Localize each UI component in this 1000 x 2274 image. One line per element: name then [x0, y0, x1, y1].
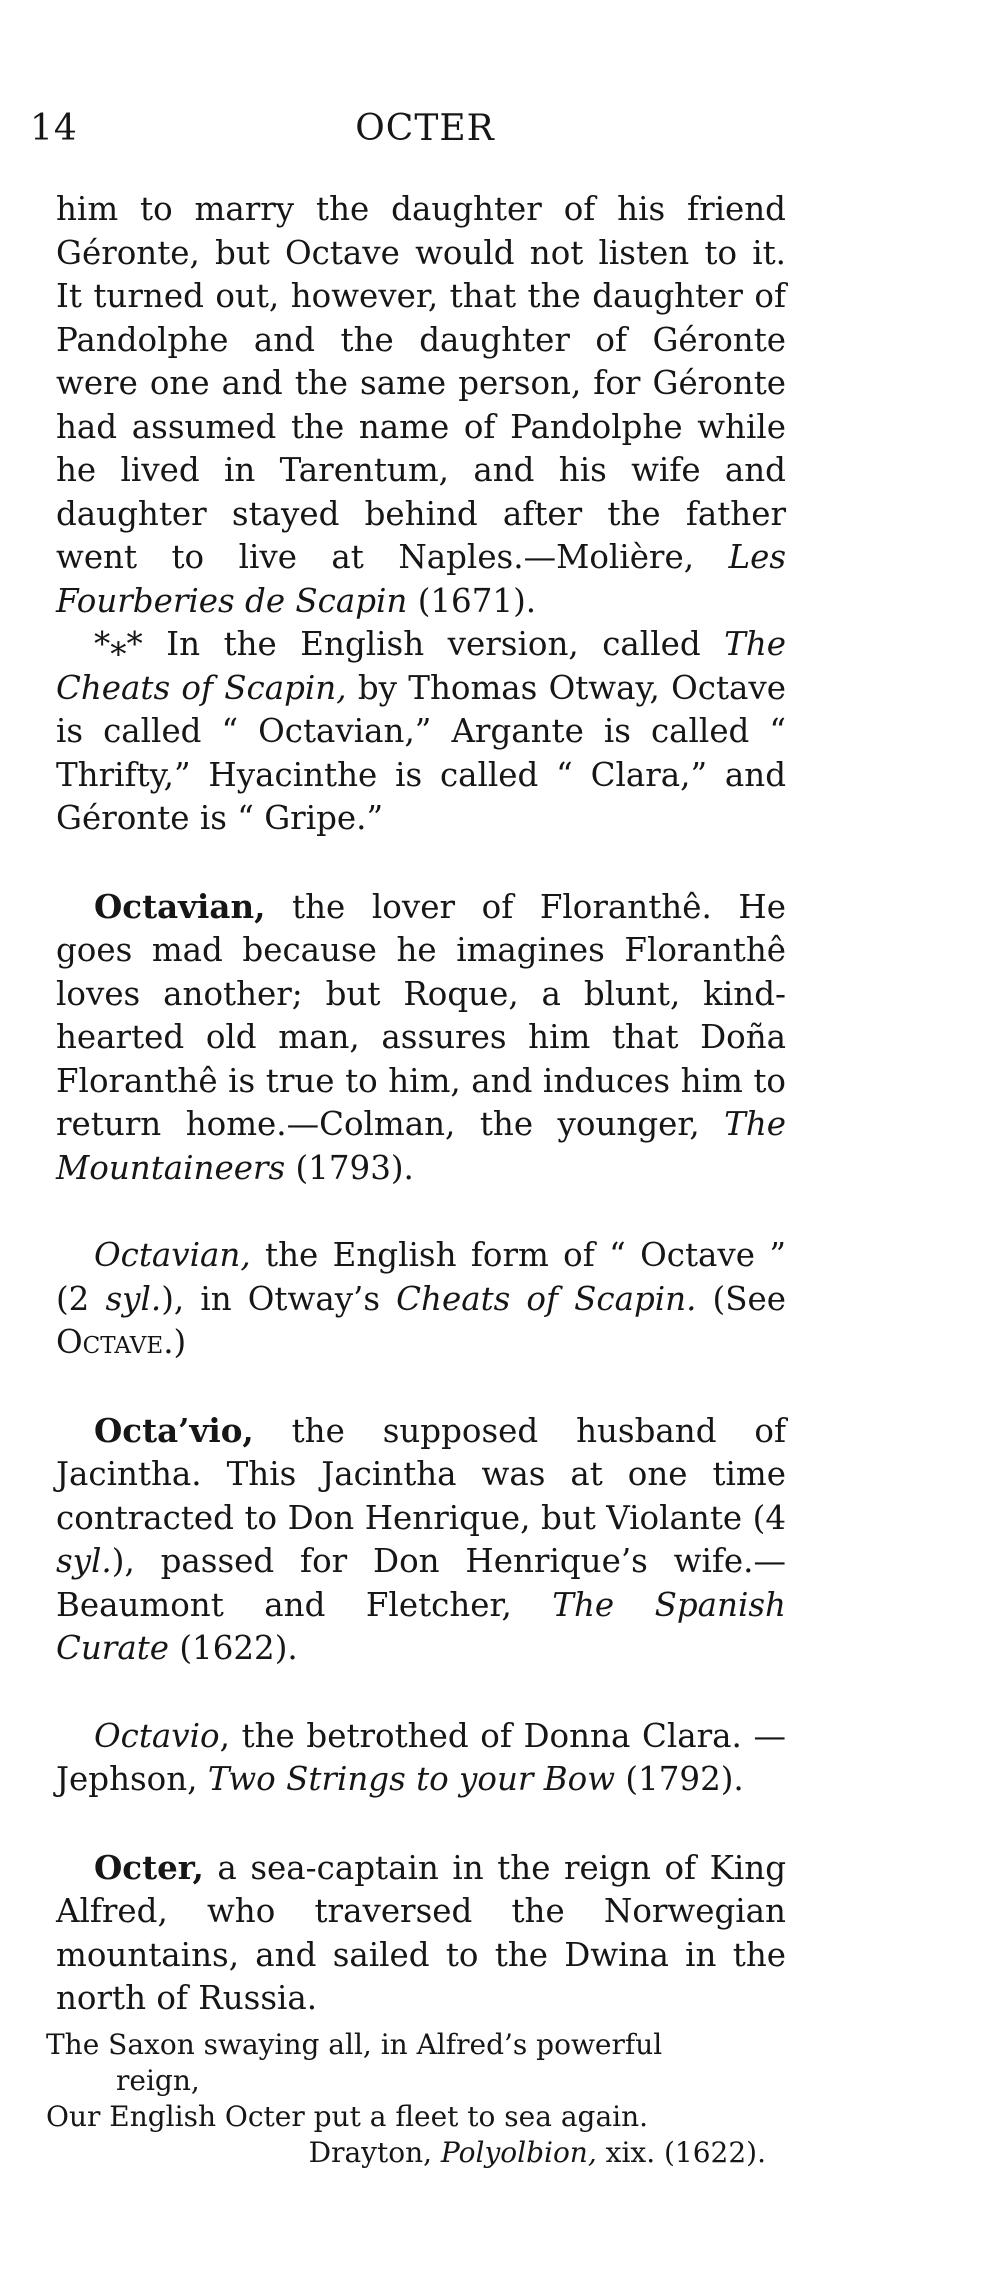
headword: Octavio: [94, 1716, 220, 1755]
headword: Octavian,: [94, 1236, 251, 1274]
entry-octavio: Octa’vio, the supposed husband of Jacintha. This Jacintha was at one time contracted to Don Henrique, but Violante (4 syl.), passed for Don Henrique’s wife.—Beaumont and Fletcher, The Spanish Curate (1622).: [56, 1410, 786, 1667]
headword: Octer,: [94, 1847, 204, 1887]
verse-quotation: [46, 2027, 786, 2171]
headword: Octa’vio,: [94, 1410, 254, 1450]
entry-continuation: him to marry the daughter of his friend Géronte, but Octave would not listen to it. It turned out, however, that the daughter of Pandolphe and the daughter of Géronte were one and the same person, for Géronte had assumed the name of Pandolphe while he lived in Tarentum, and his wife and daughter stayed behind after the father went to live at Naples.—Molière, Les Fourberies de Scapin (1671).: [56, 190, 786, 620]
entry-octavian-form: Octavian, the English form of “ Octave ” (2 syl.), in Otway’s Cheats of Scapin. (See Octave.): [56, 1236, 786, 1361]
editor-note: *⁎* In the English version, called The Cheats of Scapin, by Thomas Otway, Octave is called “ Octavian,” Argante is called “ Thrifty,” Hyacinthe is called “ Clara,” and Géronte is “ Gripe.”: [56, 625, 786, 837]
headword: Octavian,: [94, 886, 266, 926]
verse-line: The Saxon swaying all, in Alfred’s powerful: [46, 2027, 663, 2061]
note-marker: *⁎*: [94, 625, 167, 663]
verse-line-continuation: reign,: [116, 2063, 200, 2097]
entry-octer: Octer, a sea-captain in the reign of King Alfred, who traversed the Norwegian mountains, and sailed to the Dwina in the north of Russia.: [56, 1847, 786, 2017]
work-title: Two Strings to your Bow: [207, 1760, 616, 1798]
entry-gap: [56, 1365, 786, 1409]
quotation-citation: Drayton, Polyolbion, xix. (1622).: [308, 2135, 766, 2169]
cross-reference: Octave.: [56, 1323, 174, 1361]
entry-octavio-clara: Octavio, the betrothed of Donna Clara. —Jephson, Two Strings to your Bow (1792).: [56, 1716, 786, 1798]
work-title: The Cheats of Scapin,: [56, 625, 786, 707]
page-number: 14: [30, 108, 78, 149]
page-header: [30, 108, 820, 168]
work-title: Polyolbion,: [440, 2135, 597, 2169]
entry-gap: [56, 1802, 786, 1846]
work-title: The Mountaineers: [56, 1105, 786, 1187]
entry-octavian: Octavian, the lover of Floranthê. He goes mad because he imagines Floranthê loves another; but Roque, a blunt, kind-hearted old man, assures him that Doña Floranthê is true to him, and induces him to return home.—Colman, the younger, The Mountaineers (1793).: [56, 886, 786, 1187]
text-column: [46, 188, 786, 2171]
work-title: The Spanish Curate: [56, 1585, 786, 1667]
verse-line: Our English Octer put a fleet to sea again.: [46, 2099, 649, 2133]
running-head: OCTER: [355, 108, 495, 149]
entry-gap: [56, 841, 786, 885]
entry-gap: [56, 1190, 786, 1234]
entry-gap: [56, 1671, 786, 1715]
work-title: Cheats of Scapin.: [396, 1279, 697, 1318]
work-title: Les Fourberies de Scapin: [56, 538, 786, 620]
